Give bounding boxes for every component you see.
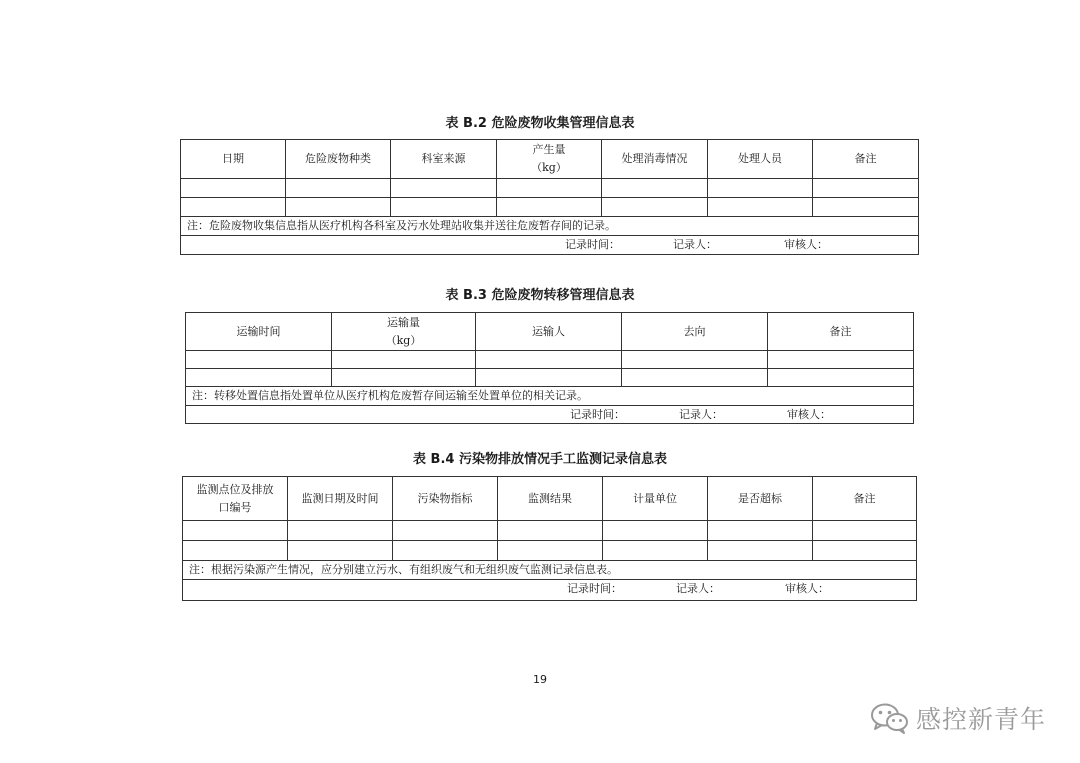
header-cell: 运输人 [476,313,622,351]
header-unit: （kg） [385,333,422,347]
header-cell: 去向 [622,313,768,351]
blank-cell[interactable] [391,198,497,217]
watermark [870,700,1046,736]
record-time-label: 记录时间： [570,408,625,421]
blank-cell[interactable] [186,351,332,369]
header-unit: （kg） [531,161,567,174]
header-cell [332,313,476,351]
table-sign-row [181,236,919,255]
record-time-label: 记录时间： [565,238,620,251]
table-note: 注：转移处置信息指处置单位从医疗机构危废暂存间运输至处置单位的相关记录。 [186,387,914,406]
header-cell: 危险废物种类 [286,140,391,179]
watermark-text: 感控新青年 [915,705,1046,734]
table-row [181,198,919,217]
blank-cell[interactable] [332,369,476,387]
blank-cell[interactable] [813,179,919,198]
blank-cell[interactable] [622,369,768,387]
blank-cell[interactable] [813,521,917,541]
table-b4 [182,476,917,601]
reviewer-label: 审核人： [784,238,828,251]
blank-cell[interactable] [708,198,813,217]
blank-cell[interactable] [332,351,476,369]
blank-cell[interactable] [391,179,497,198]
table-note-row [181,217,919,236]
header-cell: 处理人员 [708,140,813,179]
header-cell: 污染物指标 [393,477,498,521]
blank-cell[interactable] [497,179,602,198]
reviewer-label: 审核人： [785,582,829,595]
header-label-line2: 口编号 [218,500,252,514]
table-row [186,351,914,369]
blank-cell[interactable] [476,351,622,369]
blank-cell[interactable] [603,541,708,561]
blank-cell[interactable] [768,351,914,369]
header-cell: 备注 [813,477,917,521]
table-b3-header-row [186,313,914,351]
recorder-label: 记录人： [673,238,717,251]
table-row [183,541,917,561]
table-b4-header-row [183,477,917,521]
wechat-icon [870,702,910,734]
blank-cell[interactable] [186,369,332,387]
table-row [183,521,917,541]
table-b2 [180,139,919,255]
sign-cell [181,236,919,255]
table-note: 注：根据污染源产生情况，应分别建立污水、有组织废气和无组织废气监测记录信息表。 [183,561,917,580]
blank-cell[interactable] [498,541,603,561]
blank-cell[interactable] [602,198,708,217]
table-row [186,369,914,387]
blank-cell[interactable] [288,521,393,541]
blank-cell[interactable] [286,179,391,198]
table-b3 [185,312,914,424]
header-cell: 运输时间 [186,313,332,351]
blank-cell[interactable] [603,521,708,541]
page-number: 19 [533,673,547,686]
header-cell: 科室来源 [391,140,497,179]
blank-cell[interactable] [181,179,286,198]
blank-cell[interactable] [768,369,914,387]
blank-cell[interactable] [708,541,813,561]
table-b4-title: 表 B.4 污染物排放情况手工监测记录信息表 [413,452,667,467]
header-cell: 是否超标 [708,477,813,521]
header-cell: 日期 [181,140,286,179]
blank-cell[interactable] [708,521,813,541]
recorder-label: 记录人： [679,408,723,421]
header-cell: 监测结果 [498,477,603,521]
reviewer-label: 审核人： [787,408,831,421]
header-cell: 监测日期及时间 [288,477,393,521]
table-b3-title: 表 B.3 危险废物转移管理信息表 [445,288,635,303]
header-cell [497,140,602,179]
blank-cell[interactable] [813,541,917,561]
table-b2-title: 表 B.2 危险废物收集管理信息表 [445,116,635,131]
header-label: 产生量 [532,143,566,156]
header-cell: 计量单位 [603,477,708,521]
sign-cell [186,406,914,424]
header-cell: 备注 [768,313,914,351]
blank-cell[interactable] [393,541,498,561]
table-note: 注：危险废物收集信息指从医疗机构各科室及污水处理站收集并送往危废暂存间的记录。 [181,217,919,236]
blank-cell[interactable] [393,521,498,541]
blank-cell[interactable] [602,179,708,198]
blank-cell[interactable] [288,541,393,561]
recorder-label: 记录人： [676,582,720,595]
blank-cell[interactable] [498,521,603,541]
table-sign-row [183,580,917,601]
table-sign-row [186,406,914,424]
table-note-row [186,387,914,406]
blank-cell[interactable] [622,351,768,369]
blank-cell[interactable] [183,521,288,541]
blank-cell[interactable] [813,198,919,217]
blank-cell[interactable] [183,541,288,561]
header-label-line1: 监测点位及排放 [196,482,274,496]
header-cell: 备注 [813,140,919,179]
table-note-row [183,561,917,580]
header-cell: 处理消毒情况 [602,140,708,179]
header-label: 运输量 [387,315,420,329]
blank-cell[interactable] [476,369,622,387]
record-time-label: 记录时间： [567,582,622,595]
blank-cell[interactable] [708,179,813,198]
header-cell [183,477,288,521]
blank-cell[interactable] [497,198,602,217]
sign-cell [183,580,917,601]
table-b2-header-row [181,140,919,179]
blank-cell[interactable] [181,198,286,217]
table-row [181,179,919,198]
blank-cell[interactable] [286,198,391,217]
